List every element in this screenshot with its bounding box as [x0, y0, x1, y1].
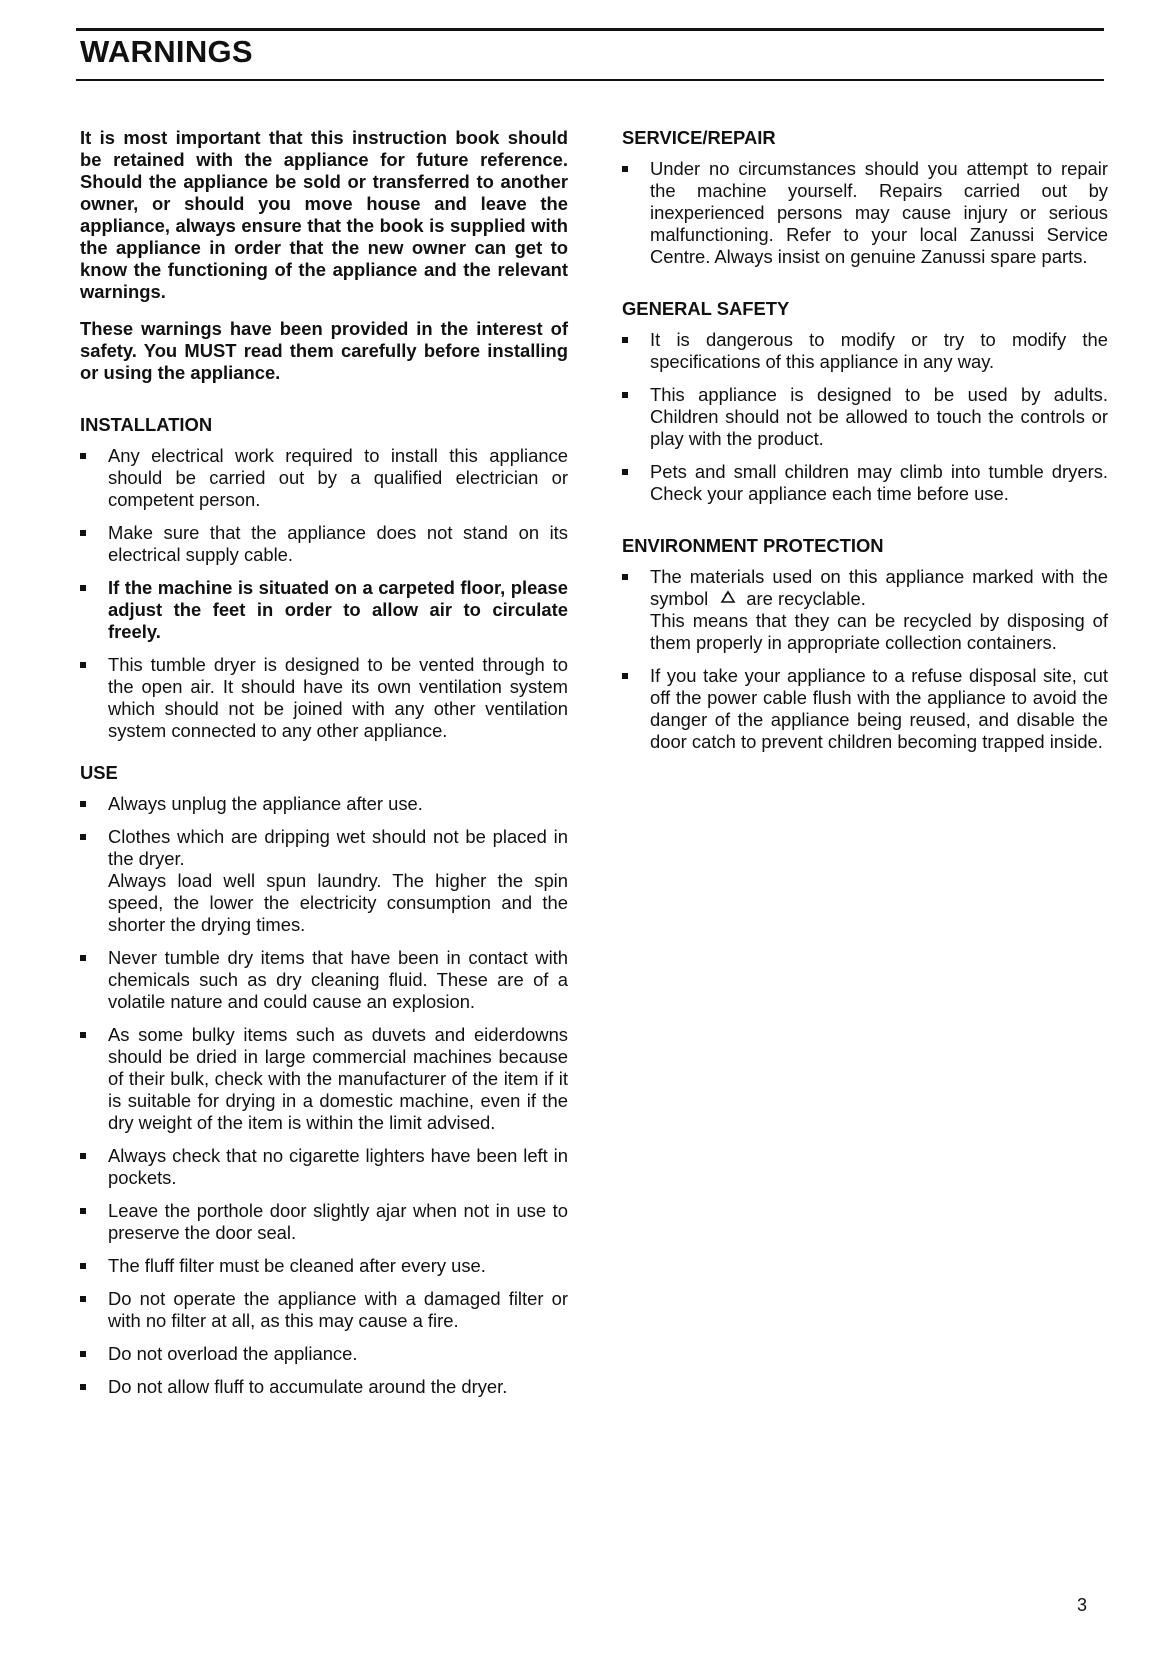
bullet-icon: [80, 801, 86, 807]
list-item-text: If you take your appliance to a refuse disposal site, cut off the power cable flush with the appliance to avoid the danger of the appliance being reused, and disable the door catch to prevent children becoming trapped inside.: [650, 665, 1108, 752]
list-item-text: As some bulky items such as duvets and eiderdowns should be dried in large commercial machines because of their bulk, check with the manufacturer of the item if it is suitable for drying in a domestic machine, even if the dry weight of the item is within the limit advised.: [108, 1024, 568, 1133]
bullet-icon: [80, 1208, 86, 1214]
recycle-icon: [718, 590, 738, 608]
bullet-icon: [80, 834, 86, 840]
bullet-icon: [622, 574, 628, 580]
list-item-text: Any electrical work required to install this appliance should be carried out by a qualified electrician or competent person.: [108, 445, 568, 510]
bullet-icon: [80, 955, 86, 961]
list-item: [80, 1200, 568, 1244]
installation-list: [80, 445, 568, 742]
bullet-icon: [80, 662, 86, 668]
bullet-icon: [80, 1153, 86, 1159]
environment-protection-heading: ENVIRONMENT PROTECTION: [622, 535, 884, 556]
bullet-icon: [622, 469, 628, 475]
list-item: [622, 665, 1108, 753]
bullet-icon: [80, 1263, 86, 1269]
list-item-text: Do not operate the appliance with a damaged filter or with no filter at all, as this may cause a fire.: [108, 1288, 568, 1331]
service-repair-list: [622, 158, 1108, 268]
list-item-text: Always unplug the appliance after use.: [108, 793, 423, 814]
page-title: WARNINGS: [80, 34, 253, 69]
general-safety-heading: GENERAL SAFETY: [622, 298, 790, 319]
service-repair-heading: SERVICE/REPAIR: [622, 127, 776, 148]
list-item: [80, 1145, 568, 1189]
list-item: [622, 329, 1108, 373]
list-item: [80, 793, 568, 815]
bullet-icon: [622, 337, 628, 343]
list-item-text: This tumble dryer is designed to be vented through to the open air. It should have its own ventilation system which should not be joined with any other ventilation system connected to any other appliance.: [108, 654, 568, 741]
intro-paragraph-2: These warnings have been provided in the interest of safety. You MUST read them carefully before installing or using the appliance.: [80, 318, 568, 383]
list-item: [80, 1288, 568, 1332]
list-item-text: Make sure that the appliance does not stand on its electrical supply cable.: [108, 522, 568, 565]
list-item: [80, 1024, 568, 1134]
right-column: [622, 127, 1108, 773]
page-number: 3: [1077, 1595, 1088, 1615]
list-item-text: It is dangerous to modify or try to modify the specifications of this appliance in any way.: [650, 329, 1108, 372]
list-item: [80, 1376, 568, 1398]
list-item-text: Never tumble dry items that have been in contact with chemicals such as dry cleaning fluid. These are of a volatile nature and could cause an explosion.: [108, 947, 568, 1012]
left-column: [80, 127, 568, 1418]
list-item-text: Under no circumstances should you attempt to repair the machine yourself. Repairs carried out by inexperienced persons may cause injury or serious malfunctioning. Refer to your local Zanussi Service Centre. Always insist on genuine Zanussi spare parts.: [650, 158, 1108, 267]
list-item: [80, 577, 568, 643]
bullet-icon: [80, 1384, 86, 1390]
bullet-icon: [622, 166, 628, 172]
list-item-text: This means that they can be recycled by disposing of them properly in appropriate collection containers.: [650, 610, 1108, 653]
list-item-text: Always load well spun laundry. The higher the spin speed, the lower the electricity consumption and the shorter the drying times.: [108, 870, 568, 935]
list-item: [622, 566, 1108, 654]
title-underline-rule: [76, 79, 1104, 81]
top-rule: [76, 28, 1104, 31]
list-item: [80, 1255, 568, 1277]
list-item: [80, 826, 568, 936]
list-item: [80, 522, 568, 566]
bullet-icon: [622, 392, 628, 398]
intro-paragraph-1: It is most important that this instruction book should be retained with the appliance for future reference. Should the appliance be sold or transferred to another owner, or should you move house and leave the appliance, always ensure that the book is supplied with the appliance in order that the new owner can get to know the functioning of the appliance and the relevant warnings.: [80, 127, 568, 302]
list-item-text: The materials used on this appliance marked with the symbol: [650, 566, 1108, 609]
bullet-icon: [622, 673, 628, 679]
bullet-icon: [80, 530, 86, 536]
list-item: [622, 384, 1108, 450]
list-item: [80, 947, 568, 1013]
list-item-text: Do not overload the appliance.: [108, 1343, 358, 1364]
bullet-icon: [80, 453, 86, 459]
list-item: [80, 654, 568, 742]
bullet-icon: [80, 585, 86, 591]
list-item: [80, 445, 568, 511]
use-list: [80, 793, 568, 1398]
bullet-icon: [80, 1351, 86, 1357]
general-safety-list: [622, 329, 1108, 505]
use-heading: USE: [80, 762, 118, 783]
list-item-text: Pets and small children may climb into tumble dryers. Check your appliance each time before use.: [650, 461, 1108, 504]
installation-heading: INSTALLATION: [80, 414, 213, 435]
bullet-icon: [80, 1032, 86, 1038]
bullet-icon: [80, 1296, 86, 1302]
list-item-text: The fluff filter must be cleaned after every use.: [108, 1255, 486, 1276]
list-item-text: If the machine is situated on a carpeted floor, please adjust the feet in order to allow air to circulate freely.: [108, 577, 568, 642]
list-item: [80, 1343, 568, 1365]
list-item: [622, 461, 1108, 505]
list-item-text: This appliance is designed to be used by adults. Children should not be allowed to touch the controls or play with the product.: [650, 384, 1108, 449]
list-item-text: Always check that no cigarette lighters have been left in pockets.: [108, 1145, 568, 1188]
list-item-text: Do not allow fluff to accumulate around the dryer.: [108, 1376, 508, 1397]
environment-list: [622, 566, 1108, 753]
list-item-text: Clothes which are dripping wet should not be placed in the dryer.: [108, 826, 568, 869]
list-item-text: Leave the porthole door slightly ajar when not in use to preserve the door seal.: [108, 1200, 568, 1243]
list-item-text: are recyclable.: [746, 588, 866, 609]
list-item: [622, 158, 1108, 268]
